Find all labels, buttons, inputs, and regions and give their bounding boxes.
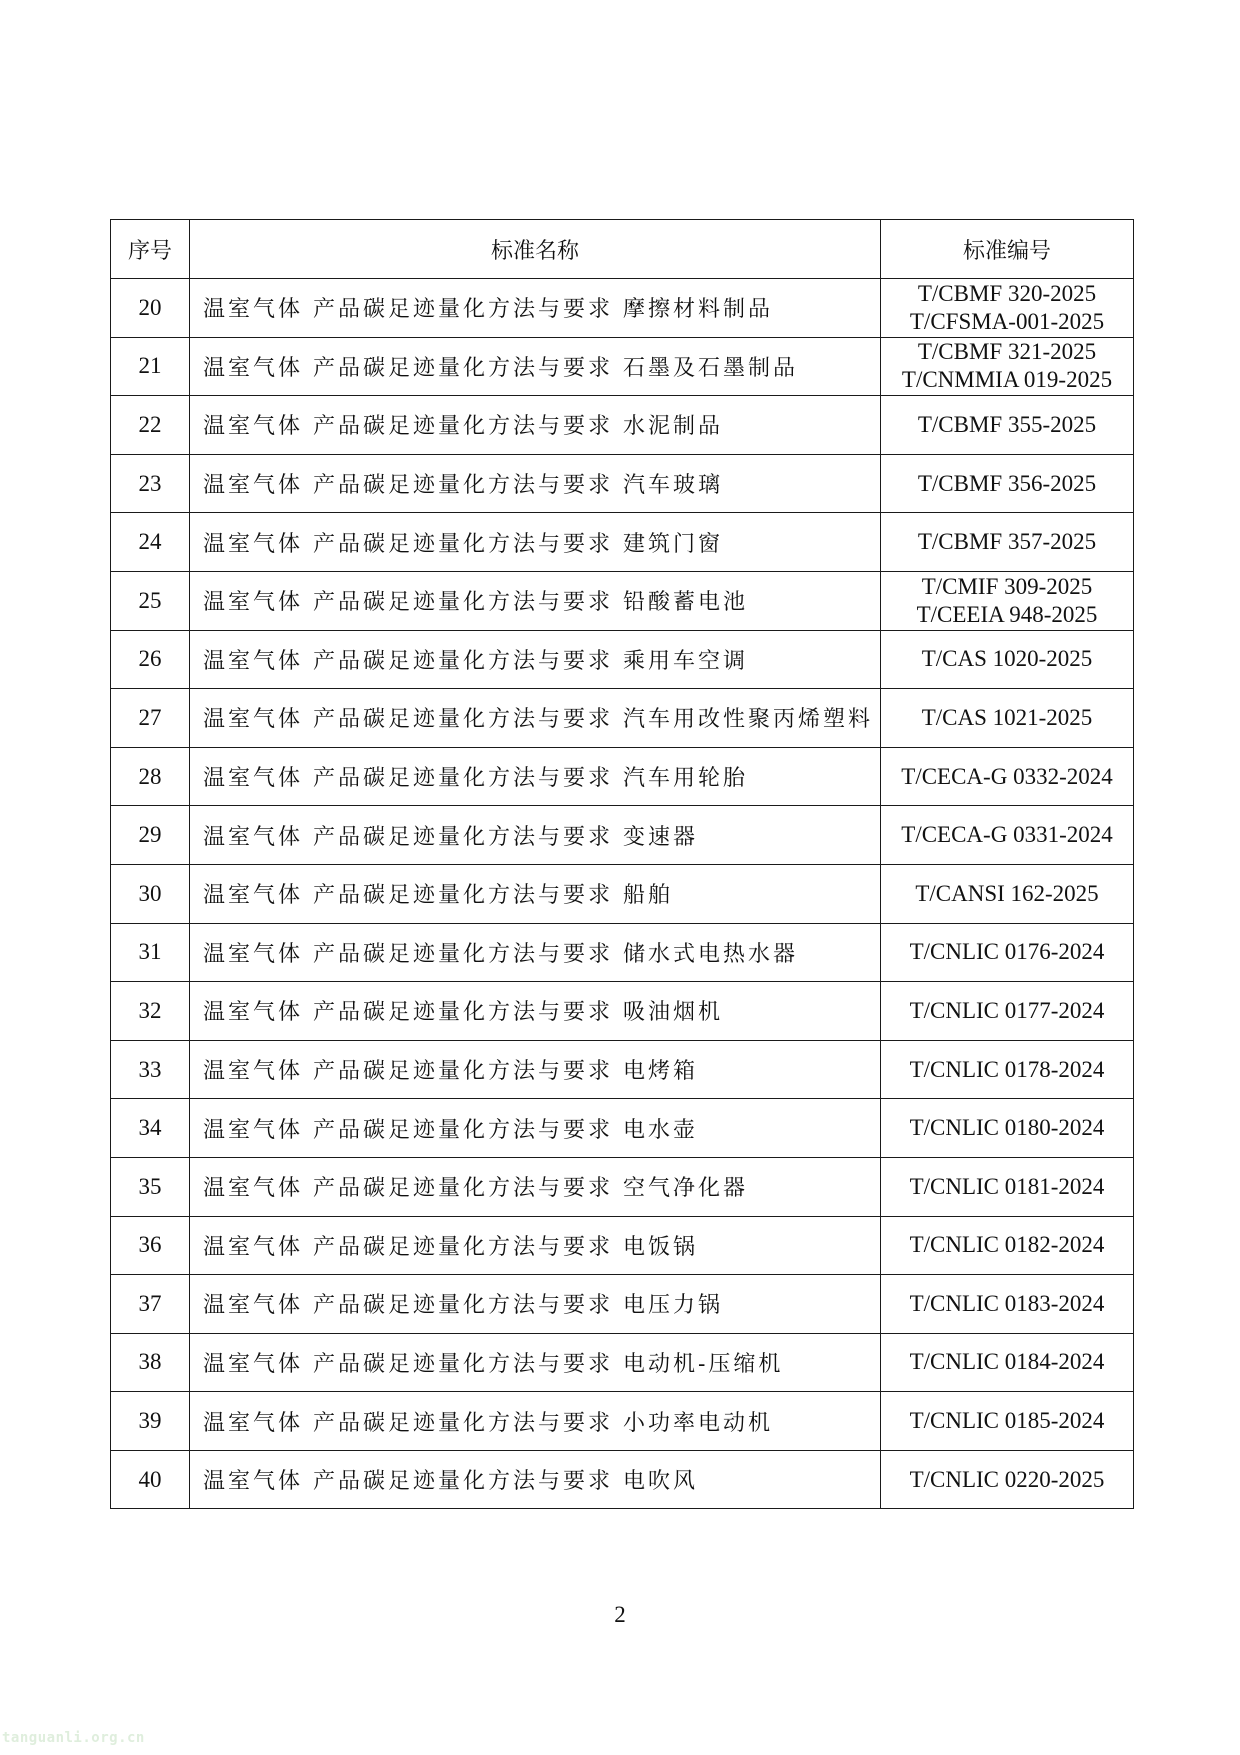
- standard-code-cell: [881, 1450, 1134, 1509]
- standard-code-cell: [881, 1216, 1134, 1275]
- standard-code-cell: [881, 1157, 1134, 1216]
- standard-code: T/CANSI 162-2025: [915, 880, 1099, 906]
- standard-name-cell: 温室气体 产品碳足迹量化方法与要求 变速器: [190, 806, 881, 865]
- serial-number-cell: 39: [111, 1392, 190, 1451]
- serial-number-cell: 32: [111, 982, 190, 1041]
- standard-code-cell: [881, 279, 1134, 338]
- standard-name-cell: 温室气体 产品碳足迹量化方法与要求 吸油烟机: [190, 982, 881, 1041]
- table-row: [111, 1216, 1134, 1275]
- serial-number-cell: 22: [111, 396, 190, 455]
- serial-number-cell: 38: [111, 1333, 190, 1392]
- serial-number-cell: 20: [111, 279, 190, 338]
- standard-code: T/CNMMIA 019-2025: [901, 367, 1113, 393]
- serial-number-cell: 23: [111, 454, 190, 513]
- serial-number-cell: 34: [111, 1099, 190, 1158]
- standard-code: T/CAS 1021-2025: [921, 704, 1093, 730]
- standard-name-cell: 温室气体 产品碳足迹量化方法与要求 铅酸蓄电池: [190, 571, 881, 630]
- standard-code: T/CECA-G 0332-2024: [901, 763, 1113, 789]
- standard-code: T/CNLIC 0178-2024: [909, 1056, 1105, 1082]
- standard-name-cell: 温室气体 产品碳足迹量化方法与要求 建筑门窗: [190, 513, 881, 572]
- table-row: [111, 1275, 1134, 1334]
- table-row: [111, 513, 1134, 572]
- standard-code: T/CEEIA 948-2025: [916, 601, 1098, 627]
- table-row: [111, 923, 1134, 982]
- standard-name-cell: 温室气体 产品碳足迹量化方法与要求 摩擦材料制品: [190, 279, 881, 338]
- standard-code: T/CBMF 320-2025: [917, 280, 1097, 306]
- standard-name-cell: 温室气体 产品碳足迹量化方法与要求 电饭锅: [190, 1216, 881, 1275]
- header-standard-code: 标准编号: [881, 220, 1134, 279]
- standard-code-cell: [881, 747, 1134, 806]
- standard-name-cell: 温室气体 产品碳足迹量化方法与要求 电水壶: [190, 1099, 881, 1158]
- header-standard-name: 标准名称: [190, 220, 881, 279]
- table-row: [111, 806, 1134, 865]
- serial-number-cell: 26: [111, 630, 190, 689]
- serial-number-cell: 25: [111, 571, 190, 630]
- standard-name-cell: 温室气体 产品碳足迹量化方法与要求 石墨及石墨制品: [190, 337, 881, 396]
- table-row: [111, 1392, 1134, 1451]
- standard-name-cell: 温室气体 产品碳足迹量化方法与要求 电烤箱: [190, 1040, 881, 1099]
- standard-code: T/CNLIC 0182-2024: [909, 1232, 1105, 1258]
- standard-name-cell: 温室气体 产品碳足迹量化方法与要求 电压力锅: [190, 1275, 881, 1334]
- watermark: tanguanli.org.cn: [2, 1730, 145, 1746]
- table-header: [111, 220, 1134, 279]
- serial-number-cell: 30: [111, 864, 190, 923]
- table-row: [111, 630, 1134, 689]
- header-row: [111, 220, 1134, 279]
- serial-number-cell: 35: [111, 1157, 190, 1216]
- standard-code-cell: [881, 1040, 1134, 1099]
- standard-name-cell: 温室气体 产品碳足迹量化方法与要求 汽车用改性聚丙烯塑料: [190, 689, 881, 748]
- standard-code-cell: [881, 513, 1134, 572]
- standard-code: T/CNLIC 0176-2024: [909, 939, 1105, 965]
- table-body: [111, 279, 1134, 1509]
- standard-code-cell: [881, 630, 1134, 689]
- standard-code-cell: [881, 1333, 1134, 1392]
- standard-name-cell: 温室气体 产品碳足迹量化方法与要求 电动机-压缩机: [190, 1333, 881, 1392]
- standard-code-cell: [881, 396, 1134, 455]
- serial-number-cell: 33: [111, 1040, 190, 1099]
- table-row: [111, 571, 1134, 630]
- standard-code: T/CNLIC 0181-2024: [909, 1173, 1105, 1199]
- standard-code-cell: [881, 864, 1134, 923]
- standard-code: T/CECA-G 0331-2024: [901, 822, 1113, 848]
- standard-code: T/CBMF 355-2025: [917, 411, 1097, 437]
- serial-number-cell: 21: [111, 337, 190, 396]
- table-row: [111, 1099, 1134, 1158]
- standard-code: T/CNLIC 0220-2025: [909, 1466, 1105, 1492]
- standard-code: T/CBMF 357-2025: [917, 529, 1097, 555]
- table-row: [111, 279, 1134, 338]
- standard-code-cell: [881, 982, 1134, 1041]
- standard-code-cell: [881, 571, 1134, 630]
- standard-code: T/CNLIC 0180-2024: [909, 1115, 1105, 1141]
- standard-code-cell: [881, 454, 1134, 513]
- standard-name-cell: 温室气体 产品碳足迹量化方法与要求 小功率电动机: [190, 1392, 881, 1451]
- page-number: 2: [614, 1602, 626, 1627]
- table-row: [111, 1450, 1134, 1509]
- serial-number-cell: 36: [111, 1216, 190, 1275]
- table-row: [111, 747, 1134, 806]
- table-row: [111, 1040, 1134, 1099]
- standard-name-cell: 温室气体 产品碳足迹量化方法与要求 汽车用轮胎: [190, 747, 881, 806]
- table-row: [111, 1333, 1134, 1392]
- standard-name-cell: 温室气体 产品碳足迹量化方法与要求 汽车玻璃: [190, 454, 881, 513]
- standard-code: T/CAS 1020-2025: [921, 646, 1093, 672]
- standards-table: [110, 219, 1134, 1509]
- standard-code-cell: [881, 1099, 1134, 1158]
- standard-code: T/CNLIC 0183-2024: [909, 1290, 1105, 1316]
- serial-number-cell: 40: [111, 1450, 190, 1509]
- standard-name-cell: 温室气体 产品碳足迹量化方法与要求 船舶: [190, 864, 881, 923]
- standard-code-cell: [881, 689, 1134, 748]
- table-row: [111, 982, 1134, 1041]
- table-row: [111, 337, 1134, 396]
- table-row: [111, 454, 1134, 513]
- table-row: [111, 1157, 1134, 1216]
- serial-number-cell: 31: [111, 923, 190, 982]
- serial-number-cell: 28: [111, 747, 190, 806]
- serial-number-cell: 37: [111, 1275, 190, 1334]
- serial-number-cell: 29: [111, 806, 190, 865]
- serial-number-cell: 27: [111, 689, 190, 748]
- standard-code-cell: [881, 1392, 1134, 1451]
- standard-code: T/CBMF 321-2025: [917, 339, 1097, 365]
- standard-code-cell: [881, 337, 1134, 396]
- standard-name-cell: 温室气体 产品碳足迹量化方法与要求 电吹风: [190, 1450, 881, 1509]
- standard-code: T/CNLIC 0184-2024: [909, 1349, 1105, 1375]
- table-row: [111, 396, 1134, 455]
- standard-code: T/CNLIC 0177-2024: [909, 997, 1105, 1023]
- standard-code-cell: [881, 1275, 1134, 1334]
- standard-code-cell: [881, 806, 1134, 865]
- standard-code-cell: [881, 923, 1134, 982]
- table-row: [111, 689, 1134, 748]
- standard-name-cell: 温室气体 产品碳足迹量化方法与要求 水泥制品: [190, 396, 881, 455]
- serial-number-cell: 24: [111, 513, 190, 572]
- standard-code: T/CNLIC 0185-2024: [909, 1408, 1105, 1434]
- standard-name-cell: 温室气体 产品碳足迹量化方法与要求 储水式电热水器: [190, 923, 881, 982]
- standard-name-cell: 温室气体 产品碳足迹量化方法与要求 乘用车空调: [190, 630, 881, 689]
- standard-name-cell: 温室气体 产品碳足迹量化方法与要求 空气净化器: [190, 1157, 881, 1216]
- standard-code: T/CBMF 356-2025: [917, 470, 1097, 496]
- standard-code: T/CMIF 309-2025: [921, 573, 1093, 599]
- table-row: [111, 864, 1134, 923]
- header-serial-number: 序号: [111, 220, 190, 279]
- standard-code: T/CFSMA-001-2025: [909, 308, 1105, 334]
